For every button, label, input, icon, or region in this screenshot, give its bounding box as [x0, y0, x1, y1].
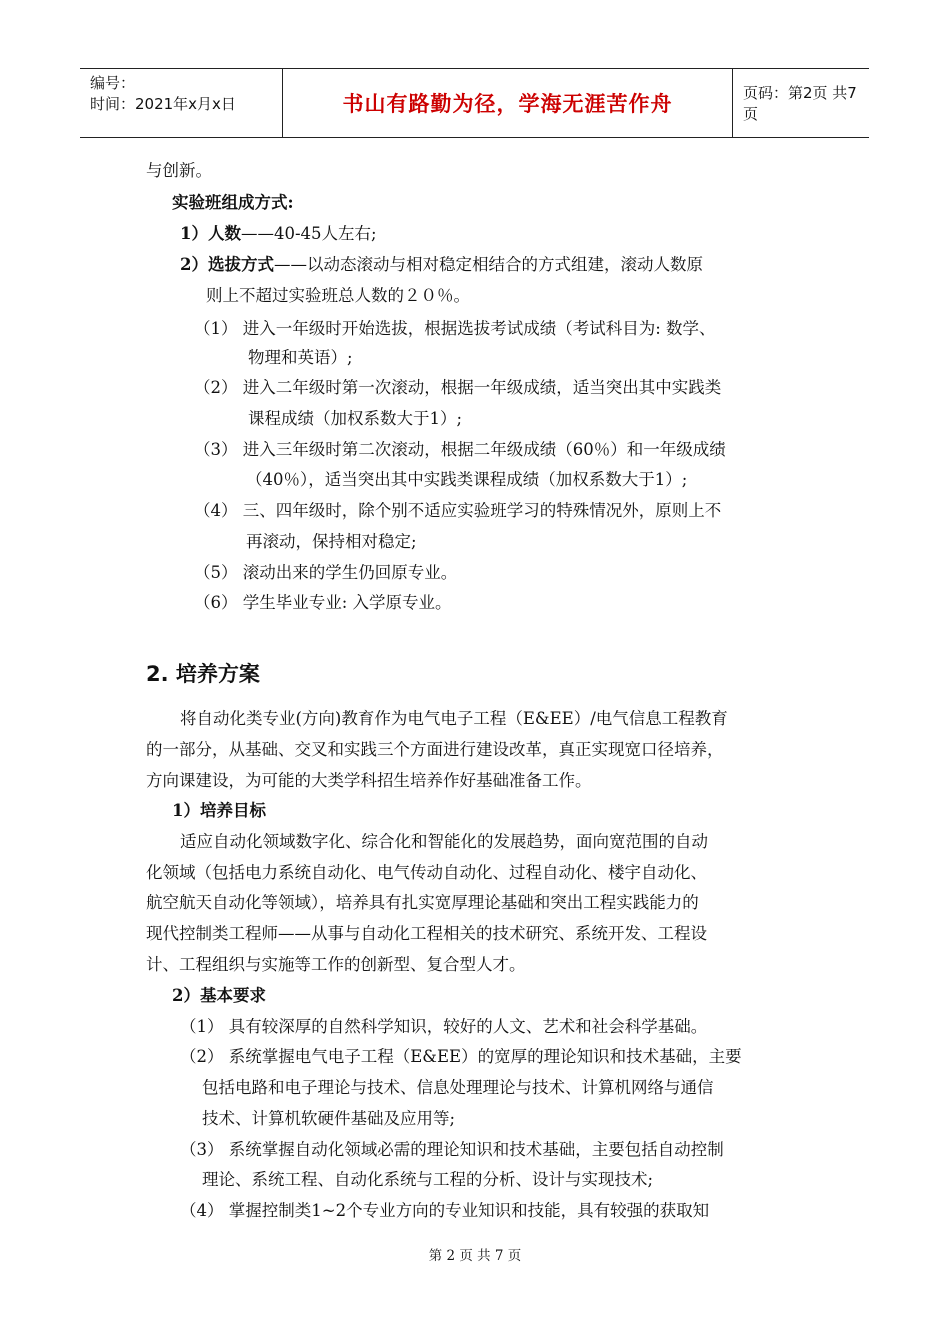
paragraph-line: 理论、系统工程、自动化系统与工程的分析、设计与实现技术;	[202, 1170, 654, 1189]
list-item: （1） 进入一年级时开始选拔，根据选拔考试成绩（考试科目为: 数学、	[194, 319, 716, 338]
subheading: 2）基本要求	[172, 986, 266, 1005]
list-item: （4） 掌握控制类1~2个专业方向的专业知识和技能，具有较强的获取知	[180, 1201, 710, 1220]
item-label: 1）人数	[180, 224, 241, 243]
number-label: 编号：	[90, 74, 136, 92]
list-item: （3） 进入三年级时第二次滚动，根据二年级成绩（60％）和一年级成绩	[194, 440, 726, 459]
paragraph-line: 方向课建设，为可能的大类学科招生培养作好基础准备工作。	[146, 771, 592, 790]
subheading: 1）培养目标	[172, 801, 266, 820]
paragraph-line: （40％），适当突出其中实践类课程成绩（加权系数大于1）;	[246, 470, 688, 489]
header-page-info: 页码：第2页 共7页	[743, 84, 857, 123]
list-item: （4） 三、四年级时，除个别不适应实验班学习的特殊情况外，原则上不	[194, 501, 722, 520]
paragraph-line: 航空航天自动化等领域），培养具有扎实宽厚理论基础和突出工程实践能力的	[146, 893, 699, 912]
header-meta	[80, 69, 282, 137]
list-item: （6） 学生毕业专业: 入学原专业。	[194, 593, 452, 612]
list-item	[180, 254, 703, 276]
subheading: 实验班组成方式:	[172, 193, 294, 212]
paragraph-line: 则上不超过实验班总人数的２０％。	[206, 286, 470, 305]
paragraph-line: 再滚动，保持相对稳定;	[246, 532, 417, 551]
list-item	[180, 223, 377, 245]
paragraph-line: 物理和英语）;	[248, 348, 353, 367]
paragraph-line: 的一部分，从基础、交叉和实践三个方面进行建设改革，真正实现宽口径培养，	[146, 740, 724, 759]
item-text: ——以动态滚动与相对稳定相结合的方式组建，滚动人数原	[273, 255, 703, 274]
paragraph-line: 现代控制类工程师——从事与自动化工程相关的技术研究、系统开发、工程设	[146, 924, 707, 943]
item-text: ——40-45人左右;	[240, 224, 377, 243]
paragraph-line: 化领域（包括电力系统自动化、电气传动自动化、过程自动化、楼宇自动化、	[146, 863, 707, 882]
list-item: （5） 滚动出来的学生仍回原专业。	[194, 563, 458, 582]
page-footer: 第 2 页 共 7 页	[428, 1248, 522, 1264]
document-header	[80, 68, 869, 138]
paragraph-line: 适应自动化领域数字化、综合化和智能化的发展趋势，面向宽范围的自动	[180, 832, 708, 851]
header-motto: 书山有路勤为径，学海无涯苦作舟	[282, 69, 733, 137]
list-item: （2） 进入二年级时第一次滚动，根据一年级成绩，适当突出其中实践类	[194, 378, 722, 397]
paragraph-line: 技术、计算机软硬件基础及应用等;	[202, 1109, 456, 1128]
paragraph-line: 包括电路和电子理论与技术、信息处理理论与技术、计算机网络与通信	[202, 1078, 714, 1097]
section-heading: 2. 培养方案	[146, 662, 260, 686]
date-label: 时间：2021年x月x日	[90, 95, 236, 113]
paragraph-line: 课程成绩（加权系数大于1）;	[248, 409, 463, 428]
paragraph-line: 将自动化类专业(方向)教育作为电气电子工程（E&EE）/电气信息工程教育	[180, 709, 728, 728]
list-item: （3） 系统掌握自动化领域必需的理论知识和技术基础，主要包括自动控制	[180, 1140, 724, 1159]
paragraph-line: 计、工程组织与实施等工作的创新型、复合型人才。	[146, 955, 526, 974]
item-label: 2）选拔方式	[180, 255, 274, 274]
paragraph-line: 与创新。	[146, 161, 212, 180]
list-item: （1） 具有较深厚的自然科学知识，较好的人文、艺术和社会科学基础。	[180, 1017, 708, 1036]
list-item: （2） 系统掌握电气电子工程（E&EE）的宽厚的理论知识和技术基础，主要	[180, 1047, 742, 1066]
